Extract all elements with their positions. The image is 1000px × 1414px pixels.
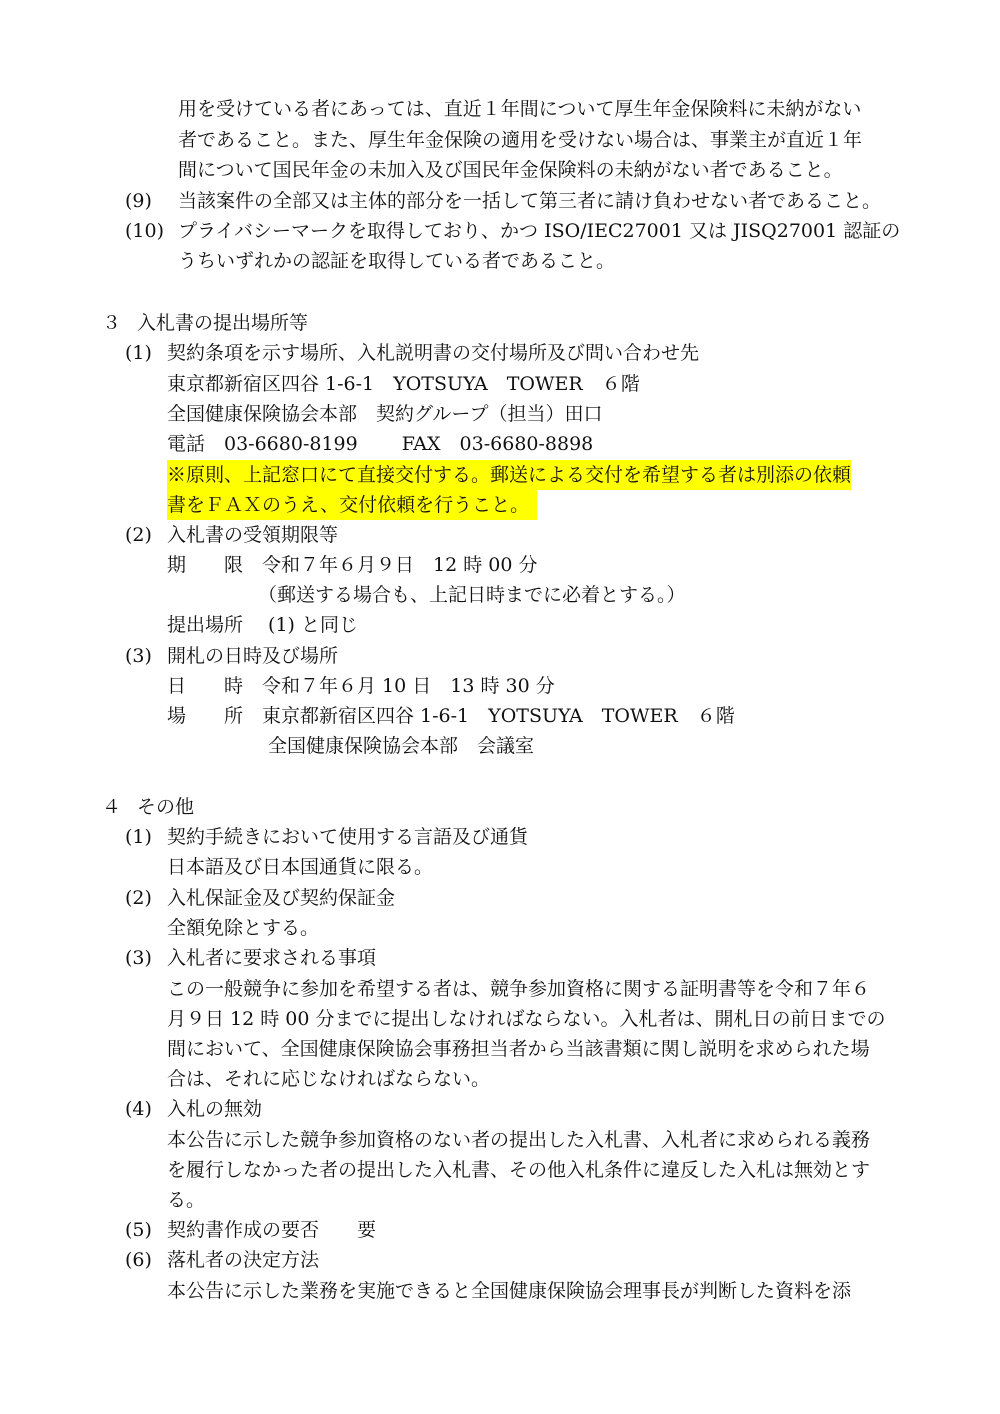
paragraph-line: この一般競争に参加を希望する者は、競争参加資格に関する証明書等を令和７年６ — [167, 978, 871, 1000]
paragraph-line: る。 — [167, 1189, 206, 1211]
subsection-number: (1) — [125, 826, 152, 848]
section-number: ４ — [102, 796, 122, 818]
item-number: (9) — [125, 190, 152, 212]
subsection-heading: 契約書作成の要否 要 — [167, 1219, 377, 1241]
item-number: (10) — [125, 220, 165, 242]
phone-fax-text: 電話 03-6680-8199 FAX 03-6680-8898 — [167, 433, 594, 455]
subsection-heading: 入札者に要求される事項 — [167, 947, 377, 969]
section-heading: 入札書の提出場所等 — [137, 312, 309, 334]
submission-place: 提出場所 (1) と同じ — [167, 614, 358, 636]
subsection-heading: 入札の無効 — [167, 1098, 263, 1120]
subsection-number: (4) — [125, 1098, 152, 1120]
paragraph-line: 者であること。また、厚生年金保険の適用を受けない場合は、事業主が直近１年 — [178, 129, 863, 151]
subsection-number: (1) — [125, 342, 152, 364]
subsection-heading: 落札者の決定方法 — [167, 1249, 320, 1271]
section-number: ３ — [102, 312, 122, 334]
subsection-heading: 開札の日時及び場所 — [167, 645, 339, 667]
paragraph-line: 本公告に示した業務を実施できると全国健康保険協会理事長が判断した資料を添 — [167, 1280, 852, 1302]
paragraph-line: 本公告に示した競争参加資格のない者の提出した入札書、入札者に求められる義務 — [167, 1129, 871, 1151]
subsection-heading: 契約条項を示す場所、入札説明書の交付場所及び問い合わせ先 — [167, 342, 700, 364]
section-heading: その他 — [137, 796, 195, 818]
subsection-number: (2) — [125, 524, 152, 546]
subsection-heading: 入札書の受領期限等 — [167, 524, 339, 546]
subsection-body: 日本語及び日本国通貨に限る。 — [167, 856, 434, 878]
paragraph-line: 用を受けている者にあっては、直近１年間について厚生年金保険料に未納がない — [178, 98, 862, 120]
item-text: プライバシーマークを取得しており、かつ ISO/IEC27001 又は JISQ27001 認証の — [178, 220, 901, 242]
subsection-heading: 契約手続きにおいて使用する言語及び通貨 — [167, 826, 529, 848]
highlighted-note: 書をＦＡＸのうえ、交付依頼を行うこと。 — [167, 490, 537, 520]
subsection-number: (5) — [125, 1219, 152, 1241]
address-text: 東京都新宿区四谷 1-6-1 YOTSUYA TOWER ６階 — [167, 373, 640, 395]
subsection-number: (3) — [125, 645, 152, 667]
subsection-number: (3) — [125, 947, 152, 969]
subsection-body: 全額免除とする。 — [167, 917, 320, 939]
opening-datetime: 日 時 令和７年６月 10 日 13 時 30 分 — [167, 675, 555, 697]
paragraph-line: 月９日 12 時 00 分までに提出しなければならない。入札者は、開札日の前日までの — [167, 1008, 886, 1030]
deadline-note: （郵送する場合も、上記日時までに必着とする。） — [258, 584, 686, 606]
item-text: 当該案件の全部又は主体的部分を一括して第三者に請け負わせない者であること。 — [178, 190, 882, 212]
paragraph-line: 間において、全国健康保険協会事務担当者から当該書類に関し説明を求められた場 — [167, 1038, 870, 1060]
contact-text: 全国健康保険協会本部 契約グループ（担当）田口 — [167, 403, 603, 425]
subsection-number: (6) — [125, 1249, 152, 1271]
subsection-heading: 入札保証金及び契約保証金 — [167, 887, 396, 909]
deadline-text: 期 限 令和７年６月９日 12 時 00 分 — [167, 554, 538, 576]
highlighted-note: ※原則、上記窓口にて直接交付する。郵送による交付を希望する者は別添の依頼 — [167, 460, 851, 490]
paragraph-line: を履行しなかった者の提出した入札書、その他入札条件に違反した入札は無効とす — [167, 1159, 871, 1181]
opening-room: 全国健康保険協会本部 会議室 — [268, 735, 535, 757]
paragraph-line: 合は、それに応じなければならない。 — [167, 1068, 491, 1090]
item-text: うちいずれかの認証を取得している者であること。 — [178, 250, 616, 272]
opening-place: 場 所 東京都新宿区四谷 1-6-1 YOTSUYA TOWER ６階 — [167, 705, 735, 727]
subsection-number: (2) — [125, 887, 152, 909]
paragraph-line: 間について国民年金の未加入及び国民年金保険料の未納がない者であること。 — [178, 159, 843, 181]
